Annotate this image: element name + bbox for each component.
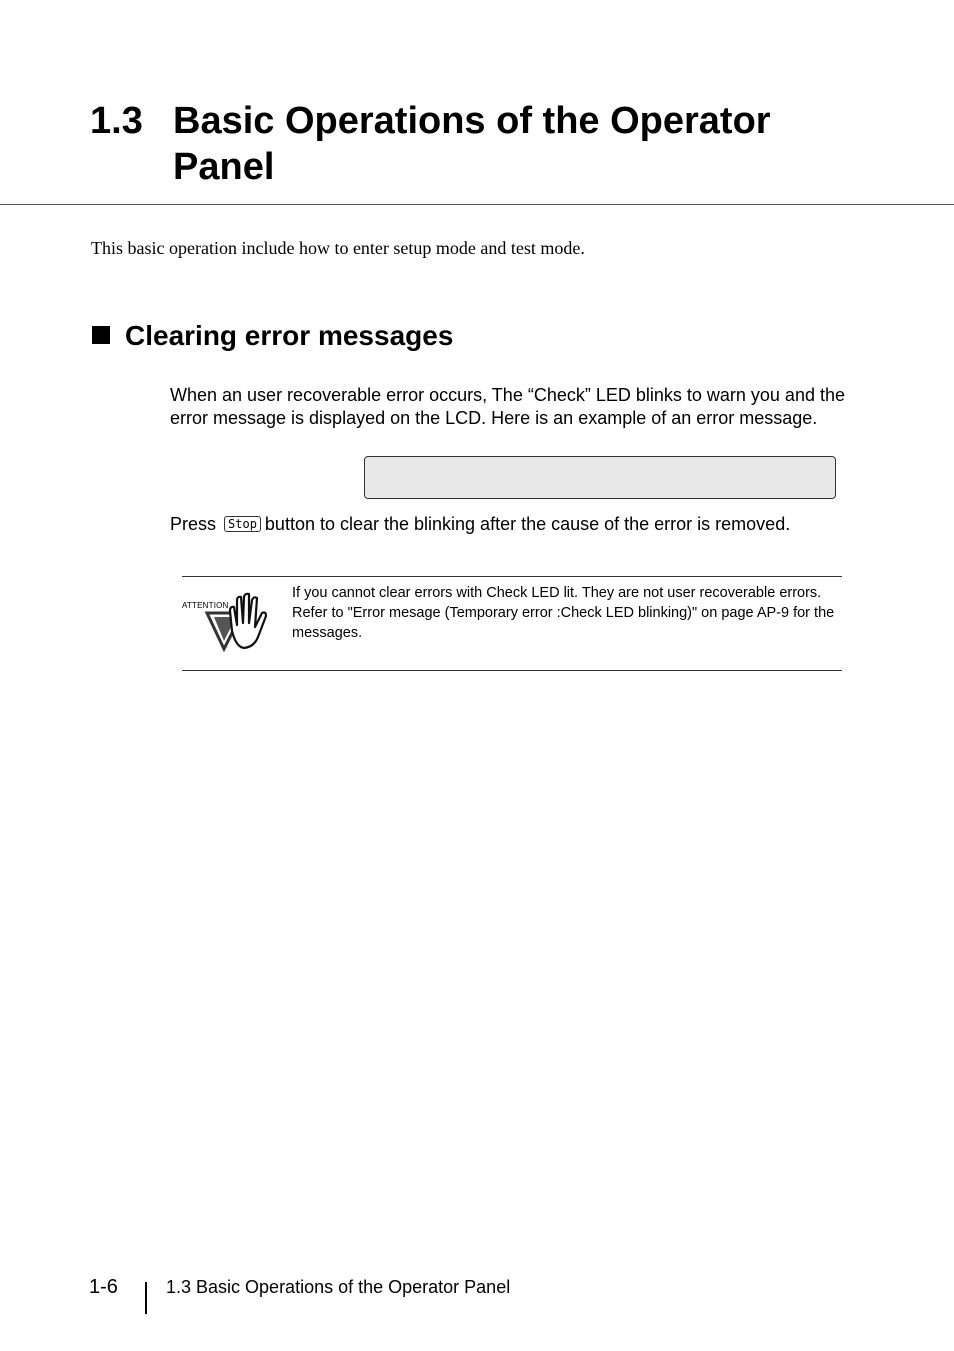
press-instruction xyxy=(170,513,870,536)
attention-hand-icon xyxy=(204,591,274,653)
intro-text: This basic operation include how to enter setup mode and test mode. xyxy=(91,238,585,258)
section-heading xyxy=(92,318,453,354)
error-description: When an user recoverable error occurs, The “Check” LED blinks to warn you and the error message is displayed on the LCD. Here is an example of an error message. xyxy=(170,385,845,428)
section-heading-text: Clearing error messages xyxy=(125,320,454,351)
footer-running-title: 1.3 Basic Operations of the Operator Panel xyxy=(166,1277,511,1297)
footer-page-number: 1-6 xyxy=(89,1276,118,1298)
lcd-display-example xyxy=(364,456,836,499)
chapter-title-text: Basic Operations of the Operator Panel xyxy=(173,100,771,188)
attention-text xyxy=(292,583,837,643)
chapter-number: 1.3 xyxy=(90,100,143,142)
square-bullet-icon xyxy=(92,326,110,344)
attention-line-2: Refer to "Error mesage (Temporary error :Check LED blinking)" on page AP-9 for the messages. xyxy=(292,605,835,641)
press-text-after: button to clear the blinking after the cause of the error is removed. xyxy=(264,514,791,534)
press-text-before: Press xyxy=(170,514,217,534)
attention-box xyxy=(182,576,842,671)
title-divider xyxy=(0,204,954,205)
stop-key-icon: Stop xyxy=(224,516,261,532)
footer-divider xyxy=(145,1282,147,1314)
attention-line-1: If you cannot clear errors with Check LED lit. They are not user recoverable errors. xyxy=(292,585,822,601)
attention-label: ATTENTION xyxy=(182,601,229,610)
